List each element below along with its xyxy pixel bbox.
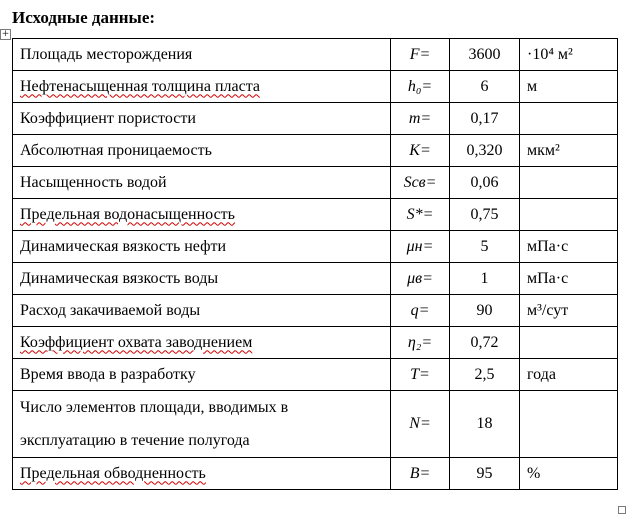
param-value: 2,5 xyxy=(450,359,520,391)
param-symbol: m= xyxy=(391,103,450,135)
table-move-handle-icon[interactable]: + xyxy=(1,29,10,39)
table-row xyxy=(13,391,618,458)
table-row xyxy=(13,359,618,391)
param-name xyxy=(13,458,391,490)
param-unit: ·10⁴ м² xyxy=(520,39,618,71)
param-value: 5 xyxy=(450,231,520,263)
table-resize-handle[interactable] xyxy=(618,506,626,514)
param-name-text: Предельная водонасыщенность xyxy=(20,205,235,223)
param-unit xyxy=(520,199,618,231)
param-unit: мкм² xyxy=(520,135,618,167)
param-symbol: K= xyxy=(391,135,450,167)
table-row xyxy=(13,295,618,327)
param-symbol: Sсв= xyxy=(391,167,450,199)
param-value: 0,06 xyxy=(450,167,520,199)
param-symbol: μв= xyxy=(391,263,450,295)
table-row xyxy=(13,39,618,71)
param-unit: % xyxy=(520,458,618,490)
table-row xyxy=(13,327,618,359)
table-row xyxy=(13,458,618,490)
param-symbol: q= xyxy=(391,295,450,327)
table-row xyxy=(13,199,618,231)
param-value: 0,320 xyxy=(450,135,520,167)
param-symbol: S*= xyxy=(391,199,450,231)
param-value: 95 xyxy=(450,458,520,490)
param-unit xyxy=(520,327,618,359)
table-row xyxy=(13,167,618,199)
input-data-table xyxy=(12,38,618,490)
param-name: Расход закачиваемой воды xyxy=(13,295,391,327)
param-name: Насыщенность водой xyxy=(13,167,391,199)
param-value: 0,17 xyxy=(450,103,520,135)
param-symbol: η₂= xyxy=(391,327,450,359)
param-symbol: T= xyxy=(391,359,450,391)
param-unit: м³/сут xyxy=(520,295,618,327)
param-symbol: μн= xyxy=(391,231,450,263)
param-value: 0,75 xyxy=(450,199,520,231)
param-name-text: Нефтенасыщенная толщина пласта xyxy=(20,77,260,95)
param-unit: года xyxy=(520,359,618,391)
param-unit: мПа·с xyxy=(520,231,618,263)
table-row xyxy=(13,135,618,167)
param-unit xyxy=(520,391,618,458)
table-row xyxy=(13,263,618,295)
param-value: 3600 xyxy=(450,39,520,71)
param-value: 0,72 xyxy=(450,327,520,359)
param-name: Время ввода в разработку xyxy=(13,359,391,391)
param-unit xyxy=(520,167,618,199)
section-heading: Исходные данные: xyxy=(12,8,156,27)
param-symbol: N= xyxy=(391,391,450,458)
param-unit: мПа·с xyxy=(520,263,618,295)
table-row xyxy=(13,103,618,135)
param-name xyxy=(13,71,391,103)
table-row xyxy=(13,71,618,103)
param-name: Коэффициент пористости xyxy=(13,103,391,135)
param-name xyxy=(13,199,391,231)
param-unit xyxy=(520,103,618,135)
param-name xyxy=(13,327,391,359)
param-symbol: F= xyxy=(391,39,450,71)
param-value: 1 xyxy=(450,263,520,295)
param-value: 18 xyxy=(450,391,520,458)
param-value: 90 xyxy=(450,295,520,327)
param-symbol: B= xyxy=(391,458,450,490)
param-unit: м xyxy=(520,71,618,103)
param-symbol: h₀= xyxy=(391,71,450,103)
param-name: Число элементов площади, вводимых в эксплуатацию в течение полугода xyxy=(13,391,391,458)
param-name: Абсолютная проницаемость xyxy=(13,135,391,167)
param-name-text: Предельная обводненность xyxy=(20,464,206,482)
param-value: 6 xyxy=(450,71,520,103)
param-name: Динамическая вязкость воды xyxy=(13,263,391,295)
table-row xyxy=(13,231,618,263)
param-name: Площадь месторождения xyxy=(13,39,391,71)
param-name: Динамическая вязкость нефти xyxy=(13,231,391,263)
param-name-text: Коэффициент охвата заводнением xyxy=(20,333,253,351)
